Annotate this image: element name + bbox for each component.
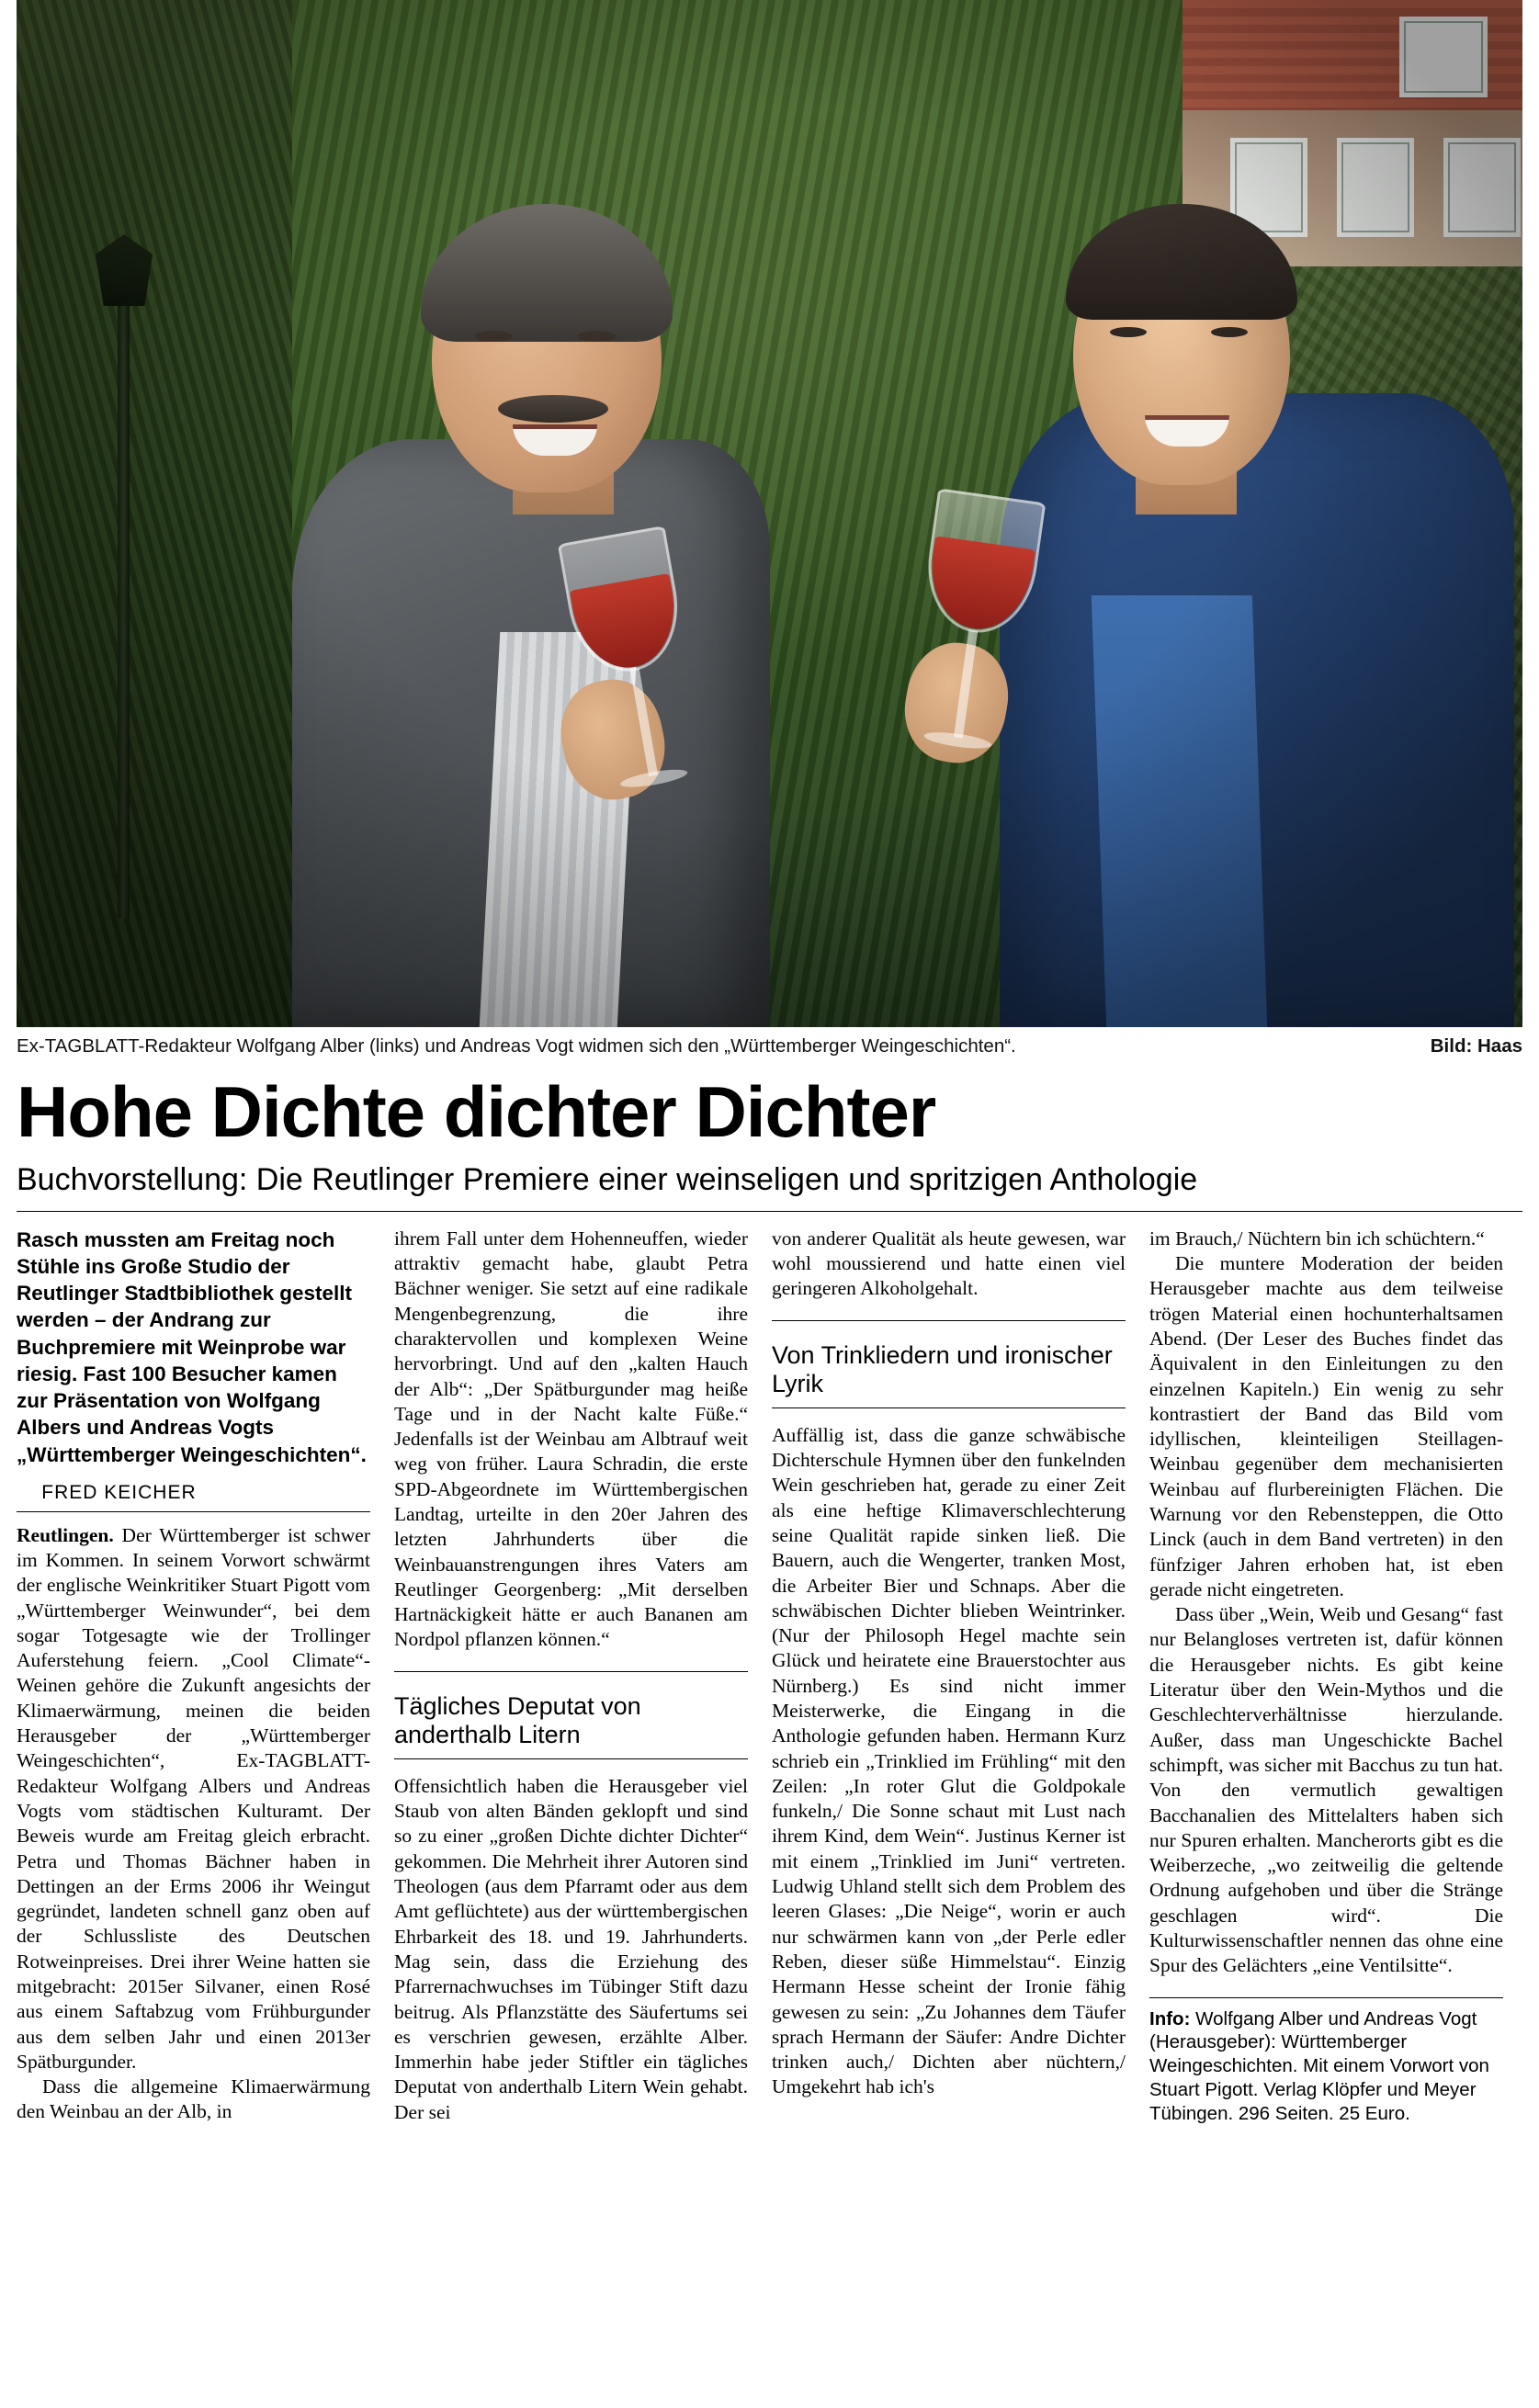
crosshead: Tägliches Deputat von anderthalb Litern [394,1691,641,1748]
column-3 [772,1227,1126,2126]
glass-stem [630,668,658,776]
hedge-left [17,0,311,1027]
paragraph: ihrem Fall unter dem Hohenneuffen, wieder attraktiv gemacht habe, glaubt Petra Bächner weniger. Sie setzt auf eine radikale Mengenbegrenzung, die ihre charaktervollen und komplexen Weine hervorbringt. Und auf den „kalten Hauch der Alb“: „Der Spätburgunder mag heiße Tage und in der Nacht kalte Füße.“ Jedenfalls ist der Weinbau am Albtrauf weit weg von früher. Laura Schradin, die erste SPD-Abgeordnete im Württembergischen Landtag, urteilte in den 20er Jahren des letzten Jahrhunderts über die Weinbauanstrengungen ihres Vaters am Reutlinger Georgenberg: „Mit derselben Hartnäckigkeit hätte er auch Bananen am Nordpol pflanzen können.“ [394,1227,748,1651]
wine-liquid [923,536,1035,635]
column-4 [1149,1227,1503,2126]
paragraph: im Brauch,/ Nüchtern bin ich schüchtern.“ [1149,1227,1485,1249]
crosshead-rule [394,1758,748,1759]
man-right-eye [1211,327,1248,337]
article-body [17,1227,1522,2126]
photo-caption: Ex-TAGBLATT-Redakteur Wolfgang Alber (links) und Andreas Vogt widmen sich den „Württemberger Weingeschichten“. [17,1035,1016,1057]
crosshead: Von Trinkliedern und ironischer Lyrik [772,1340,1113,1397]
wine-liquid [570,573,685,676]
headline-rule [17,1211,1522,1212]
crosshead-rule [772,1320,1126,1321]
paragraph: Offensichtlich haben die Herausgeber viel Staub von alten Bänden geklopft und sind so zu einer „großen Dichte dichter Dichter“ gekommen. Die Mehrheit ihrer Autoren sind Theologen (aus dem Pfarramt oder aus dem Amt geflüchtete) aus der württembergischen Ehrbarkeit des 18. und 19. Jahrhunderts. Mag sein, dass die Erziehung des Pfarrernachwuchses im Tübinger Stift dazu beitrug. Als Pflanzstätte des Säufertums sei es verschrien gewesen, erzählte Alber. Immerhin habe jeder Stiftler ein tägliches Deputat von anderthalb Litern Wein gehabt. Der sei [394,1774,748,2123]
paragraph: Dass die allgemeine Klimaerwärmung den Weinbau an der Alb, in [17,2075,370,2123]
building-window [1399,17,1488,97]
building-window [1337,138,1414,237]
byline-rule [17,1511,370,1512]
article-lead: Rasch mussten am Freitag noch Stühle ins Große Studio der Reutlinger Stadtbibliothek gestellt werden – der Andrang zur Buchpremiere mit Weinprobe war riesig. Fast 100 Besucher kamen zur Präsentation von Wolfgang Albers und Andreas Vogts „Württemberger Weingeschichten“. [17,1227,367,1466]
man-left-eye [474,331,513,342]
building-window [1443,138,1521,237]
crosshead-rule [394,1671,748,1672]
info-text: Wolfgang Alber und Andreas Vogt (Herausgeber): Württemberger Weingeschichten. Mit einem Vorwort von Stuart Pigott. Verlag Klöpfer und Meyer Tübingen. 296 Seiten. 25 Euro. [1149,2007,1489,2124]
column-2 [394,1227,748,2126]
article-byline: FRED KEICHER [41,1481,197,1503]
crosshead-rule [772,1407,1126,1408]
man-left-moustache [498,395,608,423]
photo-credit: Bild: Haas [1430,1035,1522,1057]
photo-caption-row [17,1034,1522,1059]
paragraph: Reutlingen. Der Württemberger ist schwer im Kommen. In seinem Vorwort schwärmt der englische Weinkritiker Stuart Pigott vom „Württemberger Weinwunder“, bei dem sogar Totgesagte wie der Trollinger Auferstehung feiern. „Cool Climate“-Weinen gehöre die Zukunft angesichts der Klimaerwärmung, meinen die beiden Herausgeber der „Württemberger Weingeschichten“, Ex-TAGBLATT-Redakteur Wolfgang Albers und Andreas Vogts vom städtischen Kulturamt. Der Beweis wurde am Freitag gleich erbracht. Petra und Thomas Bächner haben in Dettingen an der Erms 2006 ihr Weingut gegründet, landeten schnell ganz oben auf der Schlussliste des Deutschen Rotweinpreises. Drei ihrer Weine hatten sie mitgebracht: 2015er Silvaner, einen Rosé aus einem Saftabzug vom Frühburgunder aus dem selben Jahr und einen 2013er Spätburgunder. [17,1523,370,2073]
article-subhead: Buchvorstellung: Die Reutlinger Premiere einer weinseligen und spritzigen Anthologie [17,1161,1198,1197]
man-right-shirt [1092,595,1267,1027]
paragraph: Auffällig ist, dass die ganze schwäbische Dichterschule Hymnen über den funkelnden Wein geschrieben hat, gerade zu einer Zeit als eine heftige Klimaverschlechterung seine Qualität rapide sinken ließ. Die Bauern, auch die Wengerter, tranken Most, die Arbeiter Bier und Schnaps. Aber die schwäbischen Dichter blieben Weintrinker. (Nur der Philosoph Hegel machte sein Glück und heiratete eine Brauerstochter aus Nürnberg.) Es sind nicht immer Meisterwerke, die Eingang in die Anthologie gefunden haben. Hermann Kurz schrieb ein „Trinklied im Frühling“ mit den Zeilen: „In roter Glut die Goldpokale funkeln,/ Die Sonne schaut mit Lust nach ihrem Kind, dem Wein“. Justinus Kerner ist mit einem „Trinklied im Juni“ vertreten. Ludwig Uhland stellt sich dem Problem des leeren Glases: „Die Neige“, worin er auch nur schwärmen kann von „der Perle edler Reben, dieser süße Himmelstau“. Einzig Hermann Hesse scheint der Ironie fähig gewesen zu sein: „Zu Johannes dem Täufer sprach Hermann der Säufer: Andre Dichter trinken auch,/ Dichten aber nüchtern,/ Umgekehrt hab ich's [772,1423,1126,2098]
glass-stem [954,629,978,738]
article-photo [17,0,1522,1027]
info-label: Info: [1149,2007,1191,2029]
paragraph: Die muntere Moderation der beiden Herausgeber machte aus dem teilweise trögen Material einen hochunterhaltsamen Abend. (Der Leser des Buches findet das Äquivalent in den Einleitungen zu den einzelnen Kapiteln.) Ein wenig zu sehr kontrastiert der Band das Bild vom idyllischen, kleinteiligen Steillagen-Weinbau gegenüber dem mechanisierten Weinbau auf flurbereinigten Flächen. Die Warnung vor den Rebensteppen, die Otto Linck (auch in dem Band vertreten) in den fünfziger Jahren erhoben hat, ist eben gerade nicht eingetreten. [1149,1252,1503,1600]
paragraph: Dass über „Wein, Weib und Gesang“ fast nur Belangloses vertreten ist, dafür können die Herausgeber nichts. Es gibt keine Literatur über den Wein-Mythos und die Geschlechterverhältnisse hierzulande. Außer, dass man Ungeschickte Bachel schimpft, was sicher mit Bacchus zu tun hat. Von den vermutlich gewaltigen Bacchanalien des Mittelalters haben sich nur Spuren erhalten. Mancherorts gibt es die Weiberzeche, „wo zeitweilig die geltende Ordnung aufgehoben und über die Stränge geschlagen wird“. Die Kulturwissenschaftler nennen das ohne eine Spur des Gelächters „eine Ventilsitte“. [1149,1603,1503,1977]
article-headline: Hohe Dichte dichter Dichter [17,1070,936,1152]
info-rule [1149,1997,1503,1998]
column-1 [17,1227,370,2126]
man-right-eye [1110,327,1147,337]
glass-bowl [920,488,1047,639]
info-block [1149,2007,1503,2126]
paragraph: von anderer Qualität als heute gewesen, war wohl moussierend und hatte einen viel geringeren Alkoholgehalt. [772,1227,1126,1300]
man-left-eye [577,331,616,342]
lamp-post [118,276,130,919]
